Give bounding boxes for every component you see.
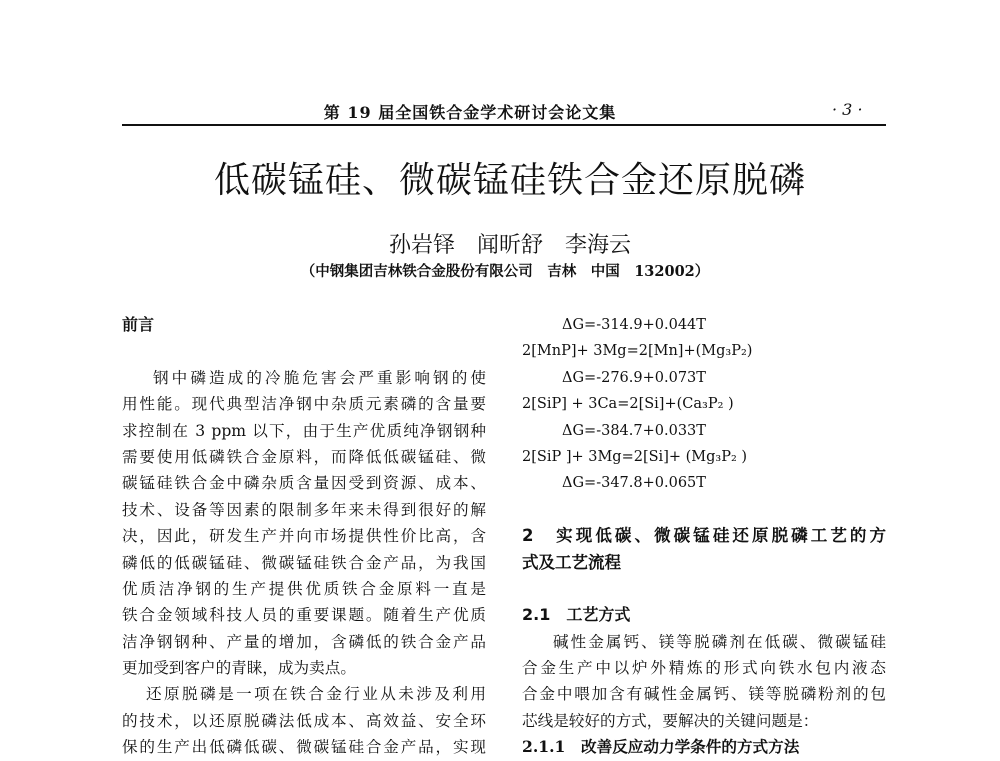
body-line: 优质洁净钢的生产提供优质铁合金原料一直是 — [122, 579, 486, 598]
right-column — [522, 312, 886, 761]
body-line: 合金中喂加含有碱性金属钙、镁等脱磷粉剂的包 — [522, 685, 886, 704]
running-header: 第 19 届全国铁合金学术研讨会论文集 — [323, 103, 617, 122]
spacer — [122, 338, 486, 364]
body-line: 铁合金领域科技人员的重要课题。随着生产优质 — [122, 606, 486, 625]
body-line: 还原脱磷是一项在铁合金行业从未涉及利用 — [146, 685, 486, 704]
spacer — [522, 576, 886, 602]
paper-title: 低碳锰硅、微碳锰硅铁合金还原脱磷 — [213, 160, 806, 201]
equation-delta-g: ΔG=-276.9+0.073T — [562, 369, 706, 386]
body-line: 决，因此，研发生产并向市场提供性价比高，含 — [122, 527, 486, 546]
section-2-heading-cont: 式及工艺流程 — [522, 552, 621, 572]
body-line: 用性能。现代典型洁净钢中杂质元素磷的含量要 — [122, 395, 486, 414]
body-line: 碱性金属钙、镁等脱磷剂在低碳、微碳锰硅 — [553, 632, 886, 651]
left-column — [122, 312, 486, 761]
subsubsection-2-1-1-heading: 2.1.1 改善反应动力学条件的方式方法 — [522, 737, 800, 757]
body-line: 更加受到客户的青睐，成为卖点。 — [122, 659, 356, 678]
body-line: 磷低的低碳锰硅、微碳锰硅铁合金产品，为我国 — [122, 553, 486, 572]
equation-delta-g: ΔG=-384.7+0.033T — [562, 422, 706, 439]
subsection-2-1-heading: 2.1 工艺方式 — [522, 605, 631, 625]
section-2-heading: 2 实现低碳、微碳锰硅还原脱磷工艺的方 — [522, 526, 886, 546]
body-line: 芯线是较好的方式，要解决的关键问题是： — [522, 711, 819, 730]
page-number: · 3 · — [832, 100, 863, 119]
body-line: 求控制在 3 ppm 以下，由于生产优质纯净钢钢种 — [122, 421, 486, 440]
equation-reaction: 2[SiP] + 3Ca=2[Si]+(Ca₃P₂ ) — [522, 396, 734, 413]
body-line: 合金生产中以炉外精炼的形式向铁水包内液态 — [522, 659, 886, 678]
body-line: 技术、设备等因素的限制多年来未得到很好的解 — [122, 500, 486, 519]
body-line: 需要使用低磷铁合金原料，而降低低碳锰硅、微 — [122, 447, 486, 466]
body-line: 的技术，以还原脱磷法低成本、高效益、安全环 — [122, 711, 486, 730]
equation-reaction: 2[SiP ]+ 3Mg=2[Si]+ (Mg₃P₂ ) — [522, 448, 748, 465]
header-rule — [122, 124, 886, 126]
body-line: 洁净钢钢种、产量的增加，含磷低的铁合金产品 — [122, 632, 486, 651]
paper-authors: 孙岩铎 闻昕舒 李海云 — [388, 233, 631, 258]
body-line: 钢中磷造成的冷脆危害会严重影响钢的使 — [153, 368, 486, 387]
equation-delta-g: ΔG=-347.8+0.065T — [562, 475, 706, 492]
section-heading-preface: 前言 — [122, 315, 155, 334]
equation-delta-g: ΔG=-314.9+0.044T — [562, 317, 706, 333]
spacer — [522, 497, 886, 523]
equation-reaction: 2[MnP]+ 3Mg=2[Mn]+(Mg₃P₂) — [522, 343, 753, 360]
body-line: 保的生产出低磷低碳、微碳锰硅合金产品，实现 — [122, 738, 486, 757]
paper-affiliation: （中钢集团吉林铁合金股份有限公司 吉林 中国 132002） — [300, 263, 710, 280]
body-line: 碳锰硅铁合金中磷杂质含量因受到资源、成本、 — [122, 474, 486, 493]
